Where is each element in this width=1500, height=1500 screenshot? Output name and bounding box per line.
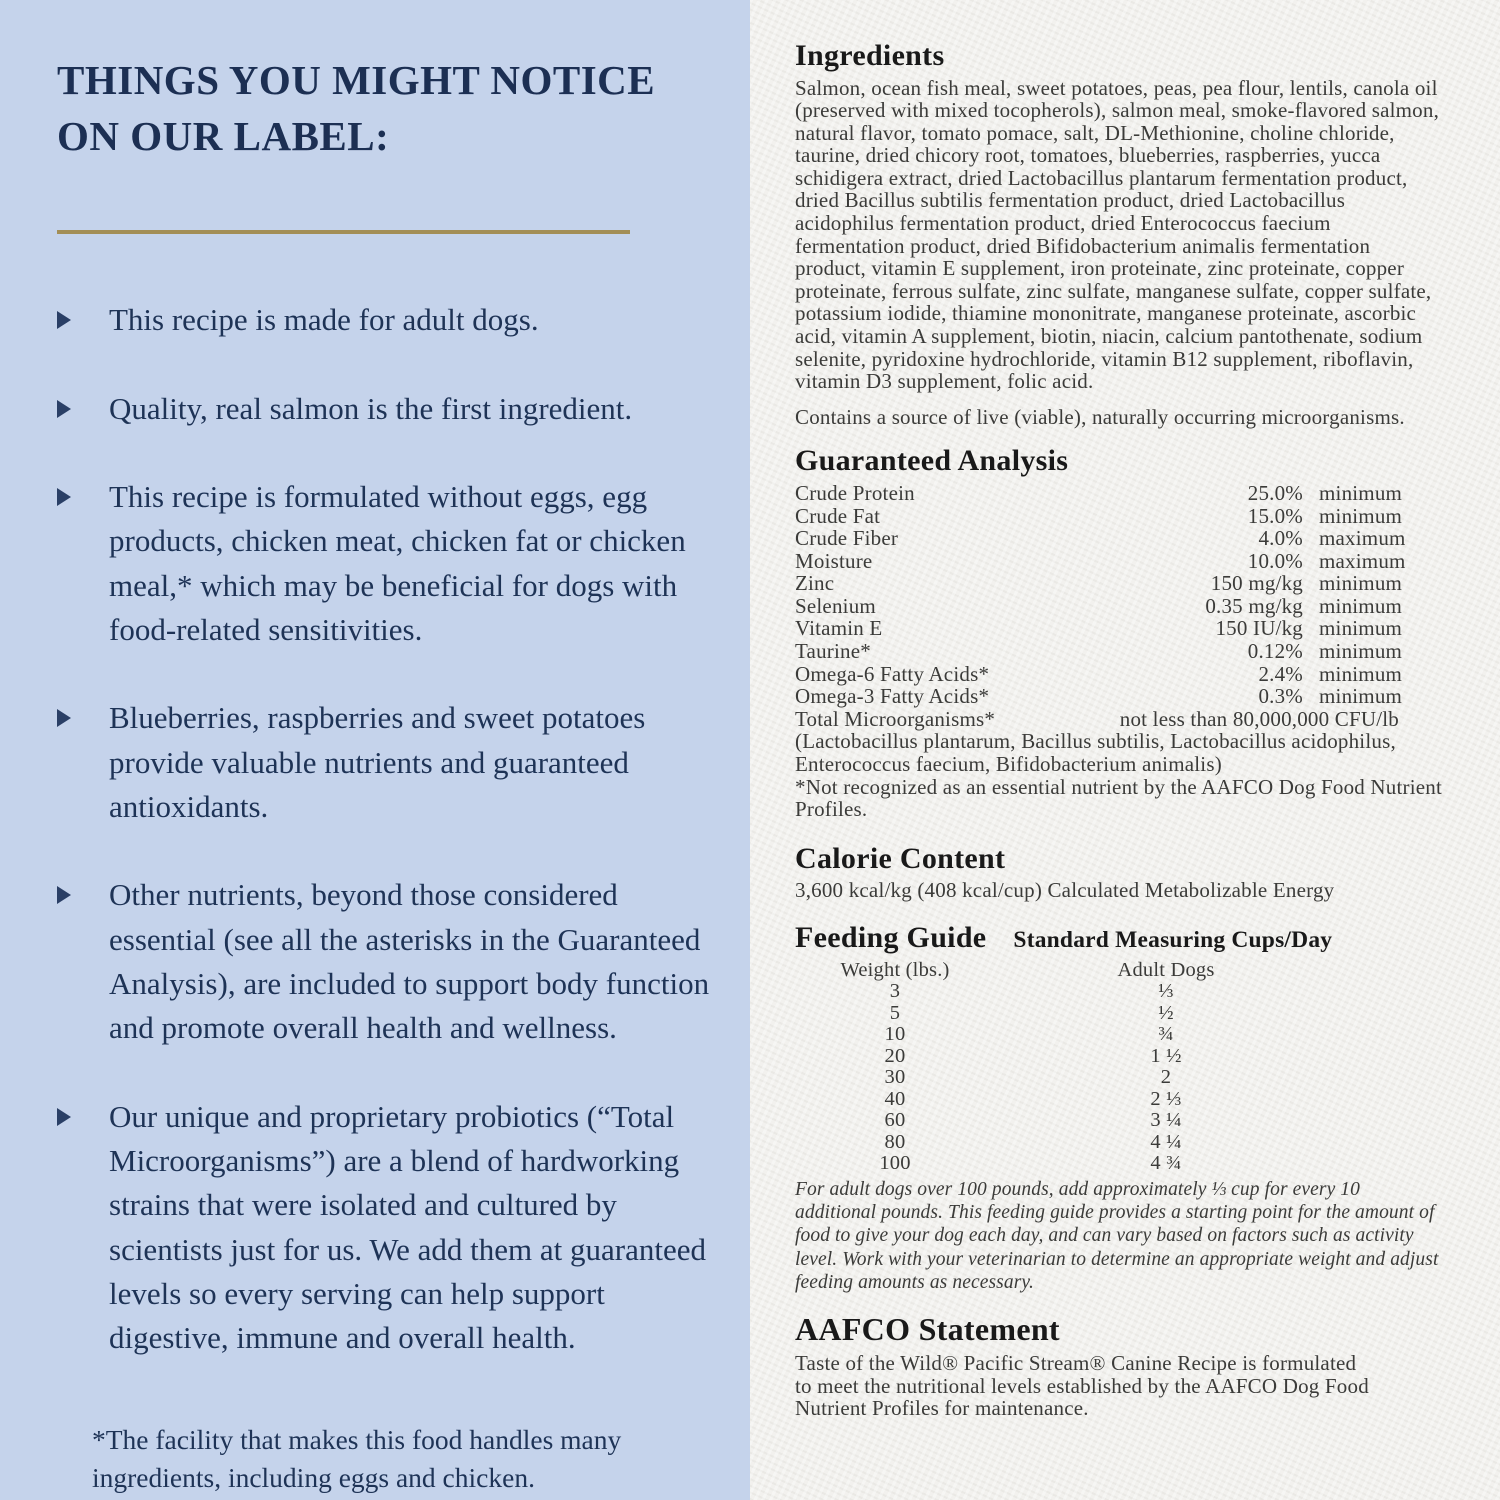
- feeding-guide-column-headers: [795, 960, 1445, 982]
- triangle-bullet-icon: [57, 488, 95, 506]
- triangle-bullet-icon: [57, 400, 95, 418]
- nutrient-value: 4.0%: [1258, 526, 1303, 551]
- nutrient-value: 15.0%: [1247, 503, 1303, 528]
- weight-value: 5: [889, 1001, 901, 1024]
- nutrient-value: 0.12%: [1247, 639, 1303, 664]
- nutrient-label: Moisture: [795, 548, 873, 573]
- cups-value: ⅓: [1158, 980, 1174, 1003]
- highlights-list: [57, 298, 710, 1360]
- calorie-content-heading: Calorie Content: [795, 841, 1006, 875]
- list-item: [57, 873, 710, 1050]
- table-row: [795, 617, 1445, 640]
- list-item: [57, 1095, 710, 1361]
- left-panel-title: THINGS YOU MIGHT NOTICE ON OUR LABEL:: [57, 57, 656, 160]
- table-row: [795, 981, 1445, 1003]
- guaranteed-analysis-section: [795, 445, 1445, 820]
- table-row: [795, 685, 1445, 708]
- nutrient-label: Zinc: [795, 571, 835, 596]
- table-row: [795, 550, 1445, 573]
- weight-value: 80: [884, 1130, 906, 1153]
- nutrient-qualifier: minimum: [1319, 616, 1403, 641]
- nutrient-value: 25.0%: [1247, 480, 1303, 505]
- calorie-content-body: 3,600 kcal/kg (408 kcal/cup) Calculated Metabolizable Energy: [795, 878, 1335, 903]
- weight-value: 20: [884, 1044, 906, 1067]
- cups-value: 2: [1160, 1066, 1172, 1089]
- nutrient-qualifier: minimum: [1319, 571, 1403, 596]
- contains-note: Contains a source of live (viable), naturally occurring microorganisms.: [795, 404, 1405, 429]
- feeding-guide-note: For adult dogs over 100 pounds, add approximately ⅓ cup for every 10 additional pounds. This feeding guide provides a starting point for the amount of food to give your dog each day, and can vary based on factors such as activity level. Work with your veterinarian to determine an appropriate weight and adjust feeding amounts as necessary.: [795, 1178, 1439, 1293]
- cups-value: 4 ¾: [1150, 1152, 1182, 1175]
- table-row: [795, 1067, 1445, 1089]
- weight-value: 100: [879, 1152, 911, 1175]
- bullet-text: Blueberries, raspberries and sweet potatoes provide valuable nutrients and guaranteed antioxidants.: [109, 700, 646, 824]
- gold-divider: [57, 230, 630, 234]
- feeding-guide-header: [795, 921, 1445, 955]
- bullet-text: Other nutrients, beyond those considered essential (see all the asterisks in the Guaranteed Analysis), are included to support body function and promote overall health and wellness.: [109, 877, 710, 1046]
- nutrient-qualifier: minimum: [1319, 639, 1403, 664]
- asterisk-note: *Not recognized as an essential nutrient by the AAFCO Dog Food Nutrient Profiles.: [795, 774, 1443, 822]
- nutrient-qualifier: maximum: [1319, 548, 1406, 573]
- weight-value: 60: [884, 1109, 906, 1132]
- cups-value: ¾: [1158, 1023, 1174, 1046]
- guaranteed-analysis-heading: Guaranteed Analysis: [795, 444, 1069, 478]
- table-row: [795, 1132, 1445, 1154]
- aafco-statement-section: [795, 1313, 1445, 1419]
- nutrient-label: Vitamin E: [795, 616, 883, 641]
- nutrient-qualifier: minimum: [1319, 593, 1403, 618]
- facility-footnote: *The facility that makes this food handles many ingredients, including eggs and chicken.: [92, 1423, 622, 1493]
- nutrient-label: Omega-3 Fatty Acids*: [795, 684, 990, 709]
- nutrient-value: 150 mg/kg: [1210, 571, 1303, 596]
- label-right-panel: [750, 0, 1500, 1500]
- table-row: [795, 505, 1445, 528]
- triangle-bullet-icon: [57, 311, 95, 329]
- weight-value: 3: [889, 980, 901, 1003]
- feeding-guide-section: [795, 921, 1445, 1294]
- cups-column-header: Adult Dogs: [1117, 958, 1215, 981]
- table-row: [795, 595, 1445, 618]
- nutrient-value: 0.35 mg/kg: [1205, 593, 1303, 618]
- triangle-bullet-icon: [57, 1108, 95, 1126]
- nutrient-value: 10.0%: [1247, 548, 1303, 573]
- feeding-guide-heading: Feeding Guide: [795, 920, 987, 954]
- list-item: [57, 696, 710, 829]
- nutrient-label: Total Microorganisms*: [795, 706, 996, 731]
- weight-value: 30: [884, 1066, 906, 1089]
- feeding-guide-subheading: Standard Measuring Cups/Day: [1013, 926, 1333, 953]
- table-row: [795, 640, 1445, 663]
- table-row: [795, 708, 1445, 731]
- cups-value: 2 ⅓: [1150, 1087, 1182, 1110]
- calorie-content-section: [795, 843, 1445, 902]
- aafco-body: Taste of the Wild® Pacific Stream® Canine Recipe is formulated to meet the nutritional levels established by the AAFCO Dog Food Nutrient Profiles for maintenance.: [795, 1351, 1369, 1421]
- cups-value: ½: [1158, 1001, 1174, 1024]
- nutrient-label: Taurine*: [795, 639, 871, 664]
- nutrient-qualifier: minimum: [1319, 661, 1403, 686]
- nutrient-qualifier: minimum: [1319, 684, 1403, 709]
- nutrient-value: 150 IU/kg: [1215, 616, 1303, 641]
- nutrient-value: not less than 80,000,000 CFU/lb: [1119, 706, 1399, 731]
- table-row: [795, 572, 1445, 595]
- aafco-heading: AAFCO Statement: [795, 1311, 1060, 1348]
- nutrient-label: Crude Protein: [795, 480, 915, 505]
- ingredients-heading: Ingredients: [795, 39, 945, 72]
- nutrient-label: Omega-6 Fatty Acids*: [795, 661, 990, 686]
- bullet-text: This recipe is made for adult dogs.: [109, 302, 539, 338]
- triangle-bullet-icon: [57, 886, 95, 904]
- cups-value: 3 ¼: [1150, 1109, 1182, 1132]
- microorganism-species-note: (Lactobacillus plantarum, Bacillus subtilis, Lactobacillus acidophilus, Enterococcus faecium, Bifidobacterium animalis): [795, 729, 1396, 777]
- table-row: [795, 1089, 1445, 1111]
- weight-value: 10: [884, 1023, 906, 1046]
- list-item: [57, 475, 710, 652]
- table-row: [795, 527, 1445, 550]
- bullet-text: This recipe is formulated without eggs, egg products, chicken meat, chicken fat or chicken meal,* which may be beneficial for dogs with food-related sensitivities.: [109, 478, 686, 647]
- cups-value: 4 ¼: [1150, 1130, 1182, 1153]
- ingredients-section: [795, 40, 1445, 428]
- triangle-bullet-icon: [57, 709, 95, 727]
- cups-value: 1 ½: [1150, 1044, 1182, 1067]
- nutrient-value: 2.4%: [1258, 661, 1303, 686]
- nutrient-label: Crude Fat: [795, 503, 881, 528]
- list-item: [57, 298, 710, 342]
- nutrient-label: Crude Fiber: [795, 526, 899, 551]
- nutrient-value: 0.3%: [1258, 684, 1303, 709]
- bullet-text: Quality, real salmon is the first ingredient.: [109, 390, 633, 426]
- table-row: [795, 482, 1445, 505]
- nutrient-qualifier: maximum: [1319, 526, 1406, 551]
- nutrient-qualifier: minimum: [1319, 480, 1403, 505]
- weight-value: 40: [884, 1087, 906, 1110]
- table-row: [795, 1153, 1445, 1175]
- nutrient-qualifier: minimum: [1319, 503, 1403, 528]
- table-row: [795, 1003, 1445, 1025]
- weight-column-header: Weight (lbs.): [840, 958, 950, 981]
- list-item: [57, 387, 710, 431]
- table-row: [795, 1110, 1445, 1132]
- bullet-text: Our unique and proprietary probiotics (“Total Microorganisms”) are a blend of hardworking strains that were isolated and cultured by scientists just for us. We add them at guaranteed levels so every serving can help support digestive, immune and overall health.: [109, 1098, 706, 1356]
- ingredients-body: Salmon, ocean fish meal, sweet potatoes, peas, pea flour, lentils, canola oil (preserved with mixed tocopherols), salmon meal, smoke-flavored salmon, natural flavor, tomato pomace, salt, DL-Methionine, choline chloride, taurine, dried chicory root, tomatoes, blueberries, raspberries, yucca schidigera extract, dried Lactobacillus plantarum fermentation product, dried Bacillus subtilis fermentation product, dried Lactobacillus acidophilus fermentation product, dried Enterococcus faecium fermentation product, dried Bifidobacterium animalis fermentation product, vitamin E supplement, iron proteinate, zinc proteinate, copper proteinate, ferrous sulfate, zinc sulfate, manganese sulfate, copper sulfate, potassium iodide, thiamine mononitrate, manganese proteinate, ascorbic acid, vitamin A supplement, biotin, niacin, calcium pantothenate, sodium selenite, pyridoxine hydrochloride, vitamin B12 supplement, riboflavin, vitamin D3 supplement, folic acid.: [795, 75, 1440, 394]
- table-row: [795, 1046, 1445, 1068]
- nutrient-label: Selenium: [795, 593, 876, 618]
- table-row: [795, 1024, 1445, 1046]
- table-row: [795, 663, 1445, 686]
